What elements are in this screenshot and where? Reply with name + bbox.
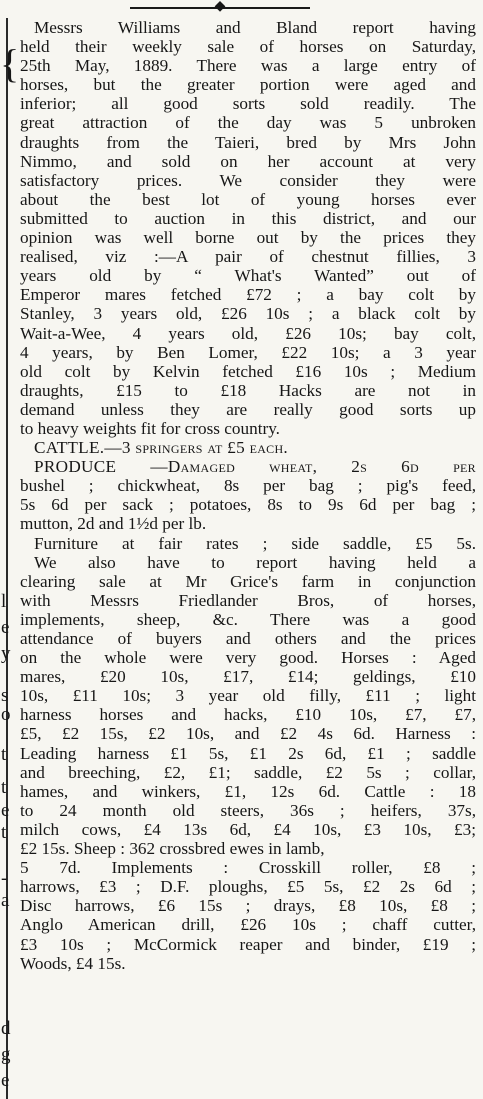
margin-letter: t bbox=[1, 744, 7, 765]
text-line: CATTLE.—3 springers at £5 each. bbox=[34, 438, 289, 458]
text-line: implements, sheep, &c. There was a good bbox=[20, 609, 476, 629]
text-line: on the whole were very good. Horses : Aged bbox=[20, 648, 476, 668]
text-line: demand unless they are really good sorts up bbox=[20, 399, 476, 419]
text-line: PRODUCE —Damaged wheat, 2s 6d per bbox=[34, 457, 476, 477]
text-line: Leading harness £1 5s, £1 2s 6d, £1 ; saddle bbox=[20, 743, 476, 763]
text-line: draughts, £15 to £18 Hacks are not in bbox=[20, 380, 476, 400]
text-line: milch cows, £4 13s 6d, £4 10s, £3 10s, £3; bbox=[20, 819, 476, 839]
text-line: Messrs Williams and Bland report having bbox=[34, 18, 476, 37]
text-line: mutton, 2d and 1½d per lb. bbox=[20, 514, 207, 534]
margin-letter: d bbox=[1, 1018, 11, 1039]
text-line: Furniture at fair rates ; side saddle, £5 5s. bbox=[34, 533, 476, 553]
text-line: bushel ; chickwheat, 8s per bag ; pig's feed, bbox=[20, 476, 476, 496]
ornament-diamond-icon: ◆ bbox=[214, 0, 226, 14]
margin-letter: s bbox=[1, 685, 9, 706]
brace-mark: { bbox=[0, 41, 20, 86]
text-line: with Messrs Friedlander Bros, of horses, bbox=[20, 590, 476, 610]
margin-letter: l bbox=[1, 591, 7, 612]
text-line: about the best lot of young horses ever bbox=[20, 189, 476, 209]
text-line: mares, £20 10s, £17, £14; geldings, £10 bbox=[20, 667, 476, 687]
text-line: Stanley, 3 years old, £26 10s ; a black colt by bbox=[20, 304, 476, 324]
text-line: £3 10s ; McCormick reaper and binder, £19 ; bbox=[20, 934, 476, 954]
margin-letter: e bbox=[1, 617, 10, 638]
text-line: clearing sale at Mr Grice's farm in conjunction bbox=[20, 571, 476, 591]
adjacent-column-fragments bbox=[0, 0, 14, 1099]
text-line: to 24 month old steers, 36s ; heifers, 37s, bbox=[20, 800, 476, 820]
margin-letter: t bbox=[1, 822, 7, 843]
margin-letter: e bbox=[1, 1070, 10, 1091]
text-line: opinion was well borne out by the prices they bbox=[20, 228, 476, 248]
text-line: Anglo American drill, £26 10s ; chaff cutter, bbox=[20, 915, 476, 935]
text-line: satisfactory prices. We consider they were bbox=[20, 170, 476, 190]
text-line: Woods, £4 15s. bbox=[20, 953, 126, 973]
text-line: to heavy weights fit for cross country. bbox=[20, 418, 280, 438]
text-line: 4 years, by Ben Lomer, £22 10s; a 3 year bbox=[20, 342, 476, 362]
text-line: attendance of buyers and others and the prices bbox=[20, 629, 476, 648]
auction-report-article bbox=[20, 18, 476, 1098]
text-line: and breeching, £2, £1; saddle, £2 5s ; collar, bbox=[20, 762, 476, 782]
text-line: draughts from the Taieri, bred by Mrs John bbox=[20, 132, 476, 152]
text-line: inferior; all good sorts sold readily. The bbox=[20, 94, 476, 114]
text-line: hames, and winkers, £1, 12s 6d. Cattle : 18 bbox=[20, 781, 476, 801]
margin-letter: y bbox=[1, 643, 11, 664]
text-line: submitted to auction in this district, and our bbox=[20, 208, 476, 228]
margin-letter: e bbox=[1, 800, 10, 821]
text-line: harrows, £3 ; D.F. ploughs, £5 5s, £2 2s 6d ; bbox=[20, 877, 476, 897]
text-line: Disc harrows, £6 15s ; drays, £8 10s, £8 ; bbox=[20, 896, 476, 916]
text-line: 5 7d. Implements : Crosskill roller, £8 ; bbox=[20, 858, 476, 878]
text-line: £5, £2 15s, £2 10s, and £2 4s 6d. Harness : bbox=[20, 724, 476, 744]
text-line: years old by “ What's Wanted” out of bbox=[20, 266, 476, 286]
text-line: Nimmo, and sold on her account at very bbox=[20, 151, 476, 171]
text-line: 10s, £11 10s; 3 year old filly, £11 ; light bbox=[20, 686, 476, 706]
margin-letter: o bbox=[1, 704, 11, 725]
text-line: We also have to report having held a bbox=[34, 552, 476, 572]
text-line: held their weekly sale of horses on Saturday, bbox=[20, 37, 476, 57]
margin-letter: g bbox=[1, 1044, 11, 1065]
text-line: great attraction of the day was 5 unbroken bbox=[20, 113, 476, 133]
text-line: harness horses and hacks, £10 10s, £7, £7, bbox=[20, 705, 476, 725]
margin-letter: t bbox=[1, 777, 7, 798]
margin-letter: - bbox=[1, 868, 8, 889]
text-line: Emperor mares fetched £72 ; a bay colt by bbox=[20, 285, 476, 305]
text-line: Wait-a-Wee, 4 years old, £26 10s; bay colt, bbox=[20, 323, 476, 343]
text-line: horses, but the greater portion were aged and bbox=[20, 75, 476, 95]
text-line: old colt by Kelvin fetched £16 10s ; Medium bbox=[20, 361, 476, 381]
text-line: £2 15s. Sheep : 362 crossbred ewes in lamb, bbox=[20, 839, 325, 859]
text-line: realised, viz :—A pair of chestnut fillies, 3 bbox=[20, 247, 476, 267]
margin-letter: a bbox=[1, 890, 10, 911]
text-line: 5s 6d per sack ; potatoes, 8s to 9s 6d per bag ; bbox=[20, 495, 476, 515]
text-line: 25th May, 1889. There was a large entry of bbox=[20, 56, 476, 76]
